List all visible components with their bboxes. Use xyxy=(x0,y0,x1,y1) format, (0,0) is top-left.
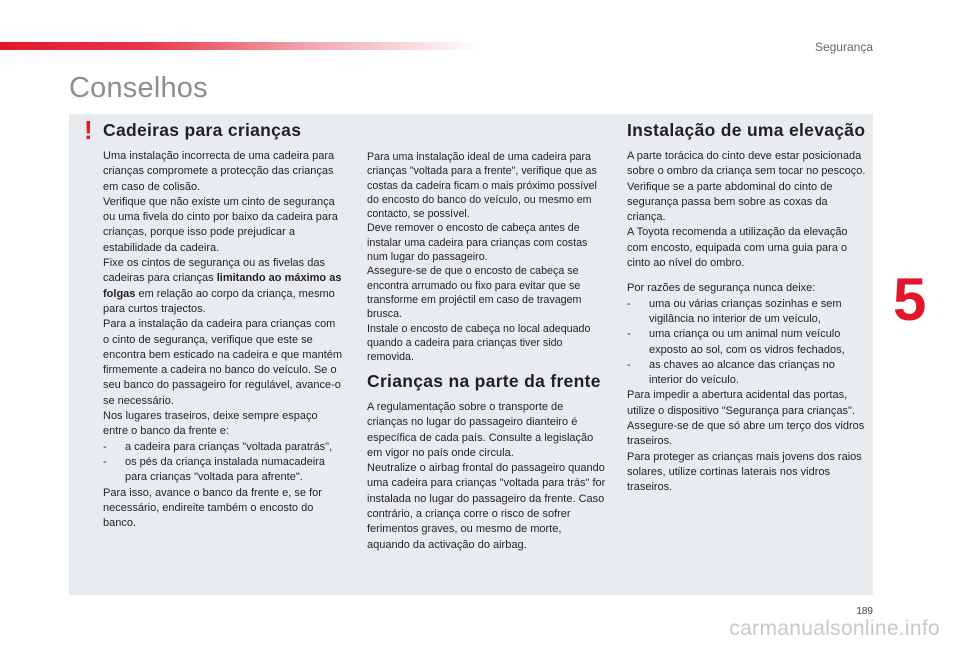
list-item: - as chaves ao alcance das crianças no interior do veículo. xyxy=(627,358,835,387)
list-item: - a cadeira para crianças "voltada paratrás", xyxy=(103,440,333,453)
paragraph: Assegure-se de que só abre um terço dos vidros traseiros. xyxy=(627,420,865,448)
front-children-heading: Crianças na parte da frente xyxy=(367,371,601,391)
paragraph: Para proteger as crianças mais jovens dos raios solares, utilize cortinas laterais nos vidros traseiros. xyxy=(627,450,862,494)
child-seats-section xyxy=(103,121,343,531)
paragraph: Para a instalação da cadeira para crianças com o cinto de segurança, verifique que este se encontra bem esticado na cadeira e que mantém firmemente a cadeira no banco do veículo. Se o seu banco do passageiro for regulável, avance-o se necessário. xyxy=(103,318,343,407)
emphasis-text: limitando ao máximo as folgas xyxy=(103,272,342,300)
paragraph: Instale o encosto de cabeça no local adequado quando a cadeira para crianças tiver sido removida. xyxy=(367,322,591,364)
front-children-section xyxy=(367,372,607,553)
list-item: - uma criança ou um animal num veículo exposto ao sol, com os vidros fechados, xyxy=(627,328,845,356)
paragraph: A Toyota recomenda a utilização da elevação com encosto, equipada com uma guia para o cinto ao nível do ombro. xyxy=(627,226,848,270)
paragraph: Nos lugares traseiros, deixe sempre espaço entre o banco da frente e: xyxy=(103,410,318,438)
warning-icon: ! xyxy=(84,115,93,145)
paragraph: Neutralize o airbag frontal do passageiro quando uma cadeira para crianças "voltada para trás" for instalada no lugar do passageiro da frente. Caso contrário, a criança corre o risco de sofrer ferimentos graves, ou mesmo de morte, aquando da activação do airbag. xyxy=(367,462,606,551)
page-number: 189 xyxy=(856,606,873,617)
paragraph: Deve remover o encosto de cabeça antes de instalar uma cadeira para crianças com costas num lugar do passageiro. xyxy=(367,222,588,264)
booster-heading: Instalação de uma elevação xyxy=(627,120,866,140)
paragraph: Verifique se a parte abdominal do cinto de segurança passa bem sobre as coxas da criança. xyxy=(627,180,833,224)
paragraph: Fixe os cintos de segurança ou as fivelas das cadeiras para crianças limitando ao máximo as folgas em relação ao corpo da criança, mesmo para curtos trajectos. xyxy=(103,257,342,315)
paragraph: Uma instalação incorrecta de uma cadeira para crianças compromete a protecção das crianças em caso de colisão. xyxy=(103,150,335,193)
watermark: carmanualsonline.info xyxy=(729,617,940,640)
section-header: Segurança xyxy=(814,40,873,54)
paragraph: Para isso, avance o banco da frente e, se for necessário, endireite também o encosto do banco. xyxy=(103,486,322,530)
child-seats-heading: Cadeiras para crianças xyxy=(103,120,302,140)
paragraph: A parte torácica do cinto deve estar posicionada sobre o ombro da criança sem tocar no pescoço. xyxy=(627,150,866,178)
paragraph: A regulamentação sobre o transporte de crianças no lugar do passageiro dianteiro é específica de cada país. Consulte a legislação em vigor no país onde circula. xyxy=(367,401,594,459)
paragraph: Para uma instalação ideal de uma cadeira para crianças "voltada para a frente", verifique que as costas da cadeira ficam o mais próximo possível do encosto do banco do veículo, ou mesmo em contacto, se possível. xyxy=(367,151,597,221)
paragraph: Verifique que não existe um cinto de segurança ou uma fivela do cinto por baixo da cadeira para crianças, porque isso pode prejudicar a estabilidade da cadeira. xyxy=(103,195,338,254)
page-title: Conselhos xyxy=(69,72,208,104)
seat-installation-notes xyxy=(367,150,607,364)
chapter-number: 5 xyxy=(893,266,927,333)
header-accent-bar xyxy=(0,42,480,50)
list-item: - os pés da criança instalada numacadeira para crianças "voltada para afrente". xyxy=(103,455,325,484)
paragraph: Assegure-se de que o encosto de cabeça se encontra arrumado ou fixo para evitar que se transforme em projéctil em caso de travagem brusca. xyxy=(367,265,582,321)
list-item: - uma ou várias crianças sozinhas e sem vigilância no interior de um veículo, xyxy=(627,297,842,325)
paragraph: Por razões de segurança nunca deixe: xyxy=(627,282,816,295)
booster-section xyxy=(627,121,867,496)
paragraph: Para impedir a abertura acidental das portas, utilize o dispositivo "Segurança para crianças". xyxy=(627,389,855,417)
